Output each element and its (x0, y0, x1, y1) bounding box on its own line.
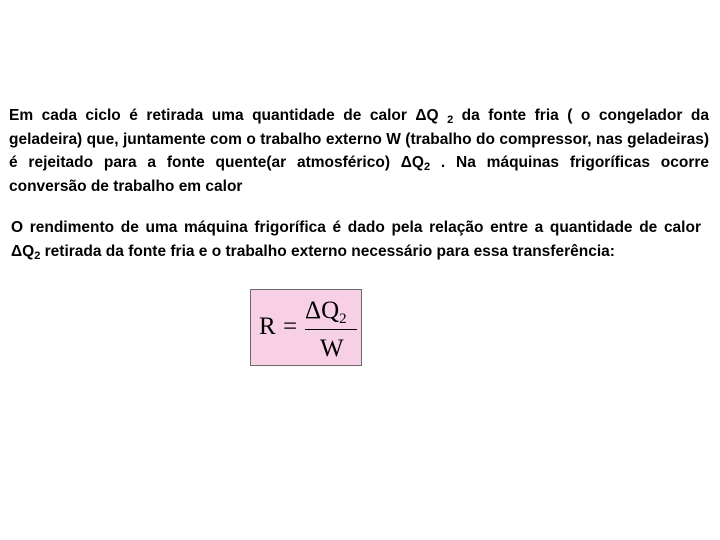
formula-fraction-bar (305, 329, 357, 330)
para1-text-2: da fonte fria ( o congelador da geladeira) que, juntamente com o trabalho externo W (trabalho do compressor, nas geladeiras) é rejeitado para a fonte quente(ar atmosférico) ΔQ (9, 107, 709, 171)
para1-subscript-1: 2 (447, 114, 454, 126)
formula-numerator-subscript: 2 (339, 311, 347, 327)
formula-lhs: R (259, 313, 276, 340)
para2-text-1: O rendimento de uma máquina frigorífica é dado pela relação entre a quantidade de calor ΔQ (11, 219, 701, 260)
formula-numerator-text: ΔQ (305, 297, 340, 324)
paragraph-refrigeration-cycle (9, 104, 709, 198)
formula-denominator: W (320, 335, 344, 362)
formula-numerator (305, 297, 347, 327)
para2-text-2: retirada da fonte fria e o trabalho externo necessário para essa transferência: (40, 242, 615, 260)
efficiency-formula-box (250, 289, 362, 366)
para1-text-3: . Na máquinas frigoríficas ocorre conversão de trabalho em calor (9, 154, 710, 195)
para1-text-1: Em cada ciclo é retirada uma quantidade de calor ΔQ (9, 107, 448, 124)
paragraph-refrigerator-efficiency (11, 216, 701, 263)
para1-subscript-2: 2 (424, 161, 431, 173)
formula-equals-sign: = (283, 313, 298, 340)
para2-subscript-1: 2 (34, 249, 41, 262)
